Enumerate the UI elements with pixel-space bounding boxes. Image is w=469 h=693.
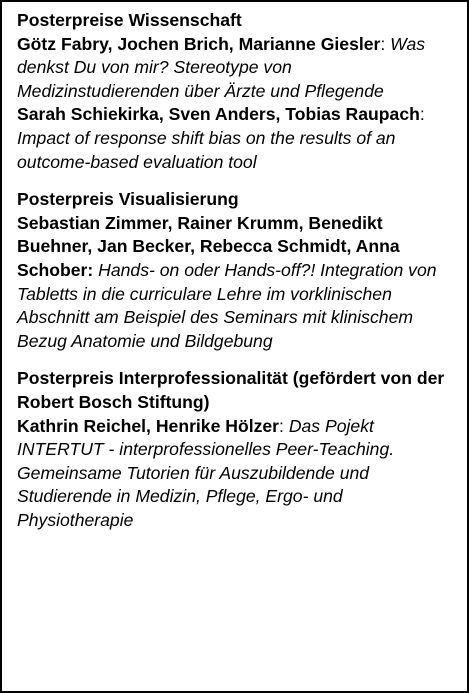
entry-title: Was denkst Du von mir? Stereotype von Medizinstudierenden über Ärzte und Pflegende: [17, 33, 426, 101]
section-heading: Posterpreis Interprofessionalität (gefördert von der Robert Bosch Stiftung): [17, 368, 445, 412]
section-heading: Posterpreis Visualisierung: [17, 189, 239, 210]
award-entry: [17, 415, 459, 533]
section-visualization: [17, 188, 459, 353]
section-interprofessional: [17, 367, 459, 532]
award-list: [17, 9, 459, 546]
entry-authors: Sebastian Zimmer, Rainer Krumm, Benedikt Buehner, Jan Becker, Rebecca Schmidt, Anna Schober:: [17, 212, 400, 280]
entry-title: Das Pojekt INTERTUT - interprofessionelles Peer-Teaching. Gemeinsame Tutorien für Auszubildende und Studierende in Medizin, Pflege, Ergo- und Physiotherapie: [17, 415, 395, 530]
entry-authors: Kathrin Reichel, Henrike Hölzer: [17, 415, 280, 436]
section-science: [17, 9, 459, 174]
entry-authors: Sarah Schiekirka, Sven Anders, Tobias Raupach: [17, 104, 420, 125]
entry-authors: Götz Fabry, Jochen Brich, Marianne Giesler: [17, 33, 381, 54]
entry-separator: :: [380, 33, 391, 54]
award-entry: [17, 103, 459, 174]
award-entry: [17, 212, 459, 354]
section-heading: Posterpreise Wissenschaft: [17, 10, 242, 30]
entry-separator: :: [419, 104, 425, 125]
entry-title: Hands- on oder Hands-off?! Integration von Tabletts in die curriculare Lehre im vorklinischen Abschnitt am Beispiel des Seminars mit klinischem Bezug Anatomie und Bildgebung: [17, 259, 437, 351]
award-entry: [17, 33, 459, 104]
entry-separator: :: [279, 415, 289, 436]
entry-title: Impact of response shift bias on the results of an outcome-based evaluation tool: [17, 127, 396, 172]
